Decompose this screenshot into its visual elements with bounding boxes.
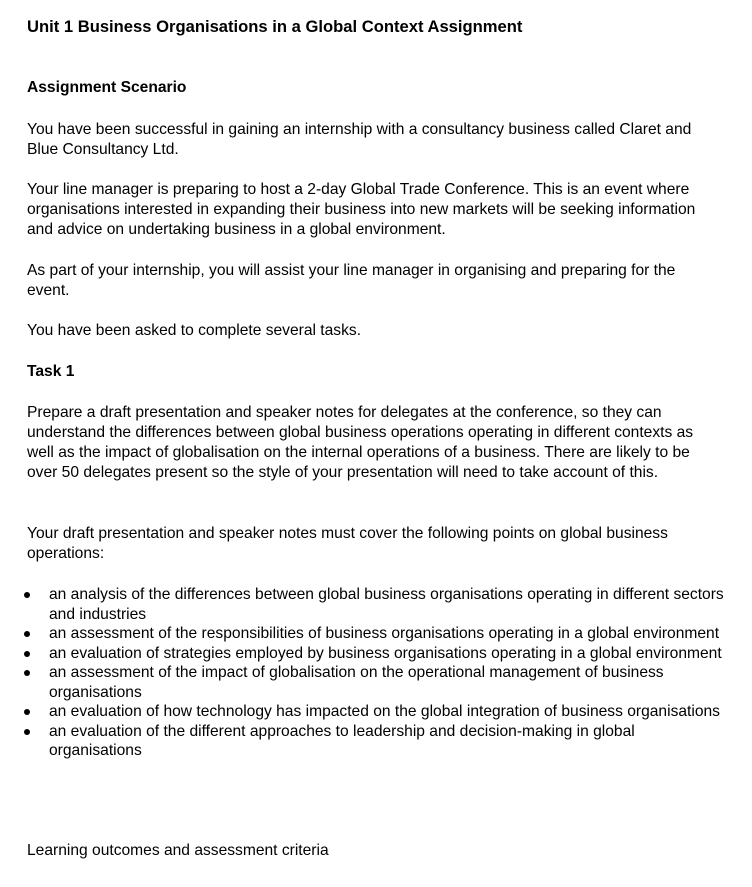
- task-paragraph: Prepare a draft presentation and speaker notes for delegates at the conference, so they can understand the differences between global business operations operating in different contexts as well as the impact of globalisation on the internal operations of a business. There are likely to be over 50 delegates present so the style of your presentation will need to take account of this.: [27, 404, 694, 481]
- bullet-icon: [24, 592, 30, 598]
- list-item-text: an evaluation of how technology has impacted on the global integration of business organisations: [49, 703, 720, 720]
- requirements-list: [27, 585, 727, 761]
- scenario-paragraph: You have been asked to complete several tasks.: [27, 322, 362, 339]
- list-item: [27, 644, 727, 664]
- scenario-paragraph: You have been successful in gaining an internship with a consultancy business called Claret and Blue Consultancy Ltd.: [27, 121, 692, 158]
- list-item: [27, 722, 727, 761]
- scenario-paragraph: Your line manager is preparing to host a 2-day Global Trade Conference. This is an event where organisations interested in expanding their business into new markets will be seeking information and advice on undertaking business in a global environment.: [27, 181, 696, 238]
- list-item-text: an evaluation of the different approaches to leadership and decision-making in global organisations: [49, 722, 635, 759]
- footer-text: Learning outcomes and assessment criteria: [27, 842, 329, 859]
- bullet-icon: [24, 709, 30, 715]
- list-item: [27, 663, 727, 702]
- list-item-text: an assessment of the responsibilities of business organisations operating in a global environment: [49, 625, 720, 642]
- list-item: [27, 585, 727, 624]
- scenario-paragraph: As part of your internship, you will assist your line manager in organising and preparing for the event.: [27, 262, 676, 299]
- list-item: [27, 624, 727, 644]
- task-paragraph: Your draft presentation and speaker notes must cover the following points on global business operations:: [27, 525, 668, 562]
- task-heading: Task 1: [27, 363, 75, 380]
- list-item-text: an evaluation of strategies employed by business organisations operating in a global environment: [49, 644, 722, 662]
- scenario-heading: Assignment Scenario: [27, 79, 187, 96]
- bullet-icon: [24, 729, 30, 735]
- list-item-text: an assessment of the impact of globalisation on the operational management of business organisations: [49, 664, 664, 701]
- bullet-icon: [24, 651, 30, 657]
- document-title: Unit 1 Business Organisations in a Global Context Assignment: [27, 17, 523, 36]
- bullet-icon: [24, 631, 30, 637]
- bullet-icon: [24, 670, 30, 676]
- list-item: [27, 702, 727, 722]
- list-item-text: an analysis of the differences between global business organisations operating in different sectors and industries: [49, 586, 724, 623]
